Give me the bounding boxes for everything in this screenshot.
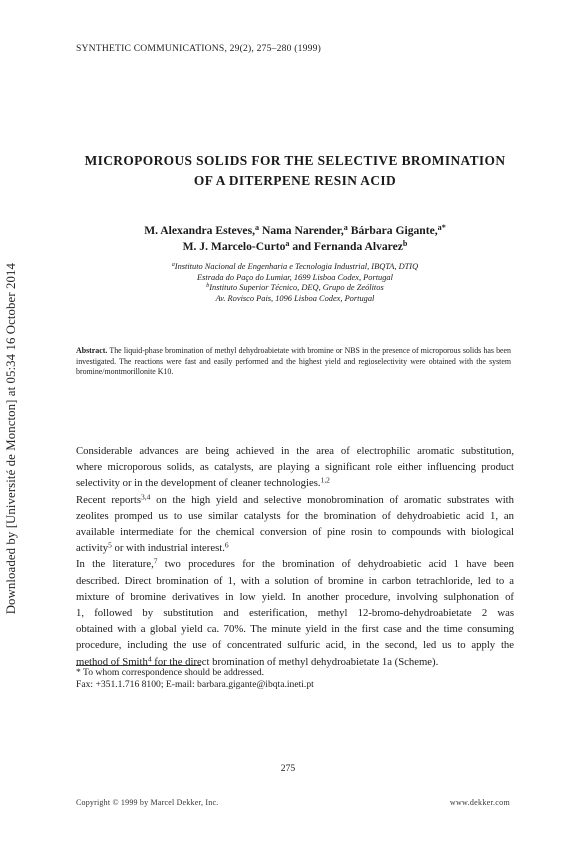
title-line-1: MICROPOROUS SOLIDS FOR THE SELECTIVE BROMINATION [84, 153, 506, 168]
citation: 4 [147, 653, 152, 663]
page-number: 275 [280, 763, 296, 774]
body-line: Considerable advances are being achieved in the area of electrophilic aromatic substitution, [76, 445, 514, 457]
article-title [60, 151, 530, 191]
footnote-line-1: * To whom correspondence should be addressed. [76, 667, 265, 678]
body-line: mixture of bromine derivatives in low yield. In another procedure, involving sulphonation of [76, 590, 514, 603]
author-name: and Fernanda Alvarez [289, 240, 403, 253]
body-line: obtained with a global yield ca. 70%. The minute yield in the first case and the time consuming [76, 623, 514, 636]
citation: 6 [224, 540, 229, 550]
copyright-notice: Copyright © 1999 by Marcel Dekker, Inc. [76, 798, 219, 807]
body-line: selectivity or in the development of cleaner technologies.$^{1,2}$ [76, 475, 330, 490]
author-name: Nama Narender, [259, 224, 344, 237]
author-list [60, 223, 530, 255]
affiliation-b-line-1: $^b$Instituto Superior Técnico, DEQ, Grupo de Zeólitos [206, 283, 384, 292]
download-watermark [4, 244, 18, 634]
body-line: available intermediate for the chemical conversion of pine rosin to compounds with biological [76, 526, 514, 539]
body-line: procedure, including the use of concentrated sulfuric acid, in the second, led us to apply the [76, 639, 514, 652]
citation: 5 [108, 540, 112, 550]
author-name: M. Alexandra Esteves, [144, 224, 255, 237]
body-line: described. Direct bromination of 1, with a solution of bromine in carbon tetrachloride, led to a [76, 574, 514, 587]
affiliation-marker: a [285, 238, 290, 248]
affiliation-b-marker: b [206, 283, 210, 290]
author-line-2 [60, 239, 530, 255]
body-line: Recent reports$^{3,4}$ on the high yield and selective monobromination of aromatic substrates with [76, 491, 514, 506]
affiliation-marker: a [343, 222, 348, 232]
author-name: M. J. Marcelo-Curto [182, 240, 286, 253]
download-notice: Downloaded by [Université de Moncton] at 05:34 16 October 2014 [3, 263, 18, 615]
body-line: method of Smith$^4$ for the direct bromination of methyl dehydroabietate 1a (Scheme). [76, 653, 439, 668]
affiliation-marker: a [254, 222, 260, 232]
abstract-text: The liquid-phase bromination of methyl dehydroabietate with bromine or NBS in the presence of microporous solids has been investigated. The reactions were fast and easily performed and the highest yield and regioselectivity were obtained with the system bromine/montmorillonite K10. [76, 346, 511, 376]
body-line: zeolites promped us to use similar catalysts for the bromination of dehydroabietic acid 1, an [76, 509, 514, 522]
author-line-1 [60, 223, 530, 239]
body-line: where microporous solids, as catalysts, are playing a significant role either influencing product [76, 461, 514, 474]
title-line-2: OF A DITERPENE RESIN ACID [193, 173, 397, 188]
body-text [76, 443, 514, 670]
publisher-website: www.dekker.com [449, 798, 510, 807]
affiliation-marker: b [402, 238, 408, 248]
abstract [76, 346, 511, 378]
affiliation-b-line-2: Av. Rovisco Pais, 1096 Lisboa Codex, Portugal [215, 293, 375, 303]
body-line: 1, followed by substitution and esterification, methyl 12-bromo-dehydroabietate 2 was [76, 607, 514, 620]
body-line: activity$^5$ or with industrial interest.$^6$ [76, 540, 229, 555]
footnote [76, 667, 314, 691]
affiliation-a-marker: a [171, 262, 175, 269]
footnote-rule [76, 665, 201, 666]
affiliations [60, 262, 530, 304]
author-name: Bárbara Gigante, [347, 224, 438, 237]
journal-header: SYNTHETIC COMMUNICATIONS, 29(2), 275–280 (1999) [76, 43, 321, 54]
affiliation-marker: a* [437, 222, 446, 232]
citation: 7 [153, 556, 158, 566]
footnote-line-2: Fax: +351.1.716 8100; E-mail: barbara.gigante@ibqta.ineti.pt [76, 679, 314, 690]
citation: 1,2 [320, 475, 330, 485]
affiliation-a-line-1: $^a$Instituto Nacional de Engenharia e Tecnologia Industrial, IBQTA, DTIQ [171, 262, 419, 271]
body-line: In the literature,$^7$ two procedures for the bromination of dehydroabietic acid 1 have been [76, 556, 515, 571]
citation: 3,4 [141, 491, 151, 501]
affiliation-a-line-2: Estrada do Paço do Lumiar, 1699 Lisboa Codex, Portugal [197, 272, 393, 282]
abstract-label: Abstract. [76, 346, 108, 355]
